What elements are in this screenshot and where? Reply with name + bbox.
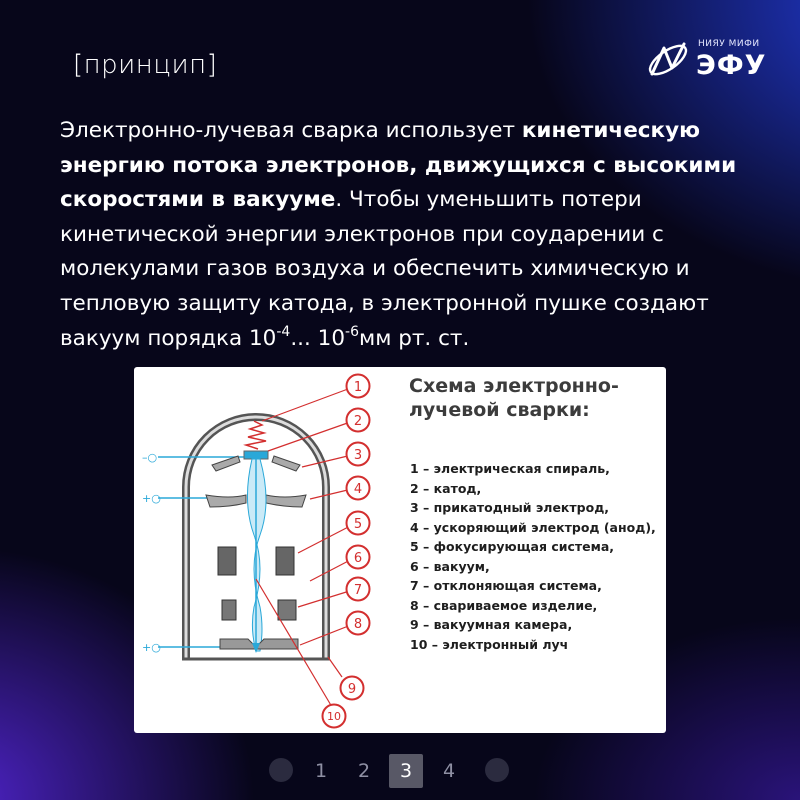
focusing-coil-left (218, 547, 236, 575)
legend-item: 10 – электронный луч (410, 636, 569, 652)
next-page-icon[interactable] (485, 758, 509, 782)
diagram-legend (410, 459, 656, 654)
terminal-plus-workpiece: +○ (142, 641, 161, 654)
logo-subtitle: НИЯУ МИФИ (698, 39, 760, 49)
terminal-minus: –○ (142, 451, 158, 464)
intro-text-1: Электронно-лучевая сварка использует (60, 118, 522, 143)
legend-item: 5 – фокусирующая система, (410, 539, 615, 554)
near-cathode-electrode-left (212, 456, 240, 471)
callout-9: 9 (347, 682, 357, 697)
legend-item: 3 – прикатодный электрод, (410, 500, 610, 515)
diagram-card (134, 367, 666, 733)
legend-item: 6 – вакуум, (410, 558, 490, 574)
legend-item: 8 – свариваемое изделие, (410, 597, 598, 613)
legend-item: 2 – катод, (410, 480, 482, 496)
legend-item: 7 – отклоняющая система, (410, 578, 602, 593)
focusing-coil-right (276, 547, 294, 575)
diagram-title: Схема электронно-лучевой сварки: (409, 375, 619, 421)
exponent-1: -4 (276, 323, 291, 340)
intro-text-3: ... 10 (290, 325, 346, 351)
legend-item: 9 – вакуумная камера, (410, 617, 573, 632)
callout-1: 1 (353, 380, 363, 395)
terminal-plus-anode: +○ (142, 492, 161, 505)
callout-8: 8 (353, 617, 363, 632)
page-2-button[interactable]: 2 (357, 760, 371, 782)
logo-title: ЭФУ (696, 50, 767, 81)
callout-5: 5 (353, 517, 363, 532)
page-3-button[interactable]: 3 (389, 754, 423, 788)
terminals (142, 451, 161, 654)
callout-4: 4 (353, 482, 363, 497)
deflection-coil-right (278, 600, 296, 620)
legend-item: 1 – электрическая спираль, (410, 461, 610, 476)
legend-item: 4 – ускоряющий электрод (анод), (410, 519, 656, 535)
callout-2: 2 (353, 414, 363, 429)
intro-text-4: мм рт. ст. (358, 325, 470, 351)
callout-7: 7 (353, 583, 363, 598)
intro-paragraph (60, 114, 760, 356)
prev-page-icon[interactable] (269, 758, 293, 782)
near-cathode-electrode-right (272, 456, 300, 471)
cathode (244, 451, 268, 459)
intro-text-2: . Чтобы уменьшить потери кинетической энергии электронов при соударении с молекулами газов воздуха и обеспечить химическую и тепловую защиту катода, в электронной пушке создают вакуум порядка 10 (60, 187, 709, 351)
deflection-coil-left (222, 600, 236, 620)
intro-bold-1: кинетическую энергию потока электронов, движущихся с высокими скоростями в вакууме (60, 118, 737, 213)
callout-3: 3 (353, 448, 363, 463)
callout-10: 10 (327, 710, 341, 723)
page-1-button[interactable]: 1 (314, 760, 328, 782)
anode-right (266, 495, 306, 507)
anode-left (206, 495, 246, 507)
page-4-button[interactable]: 4 (442, 760, 456, 782)
section-tag: [принцип] (73, 50, 218, 80)
callout-6: 6 (353, 551, 363, 566)
exponent-2: -6 (345, 323, 359, 340)
atom-orbit-icon (644, 38, 692, 82)
pagination (267, 752, 527, 788)
electric-spiral (246, 421, 266, 449)
brand-logo[interactable] (644, 36, 776, 86)
